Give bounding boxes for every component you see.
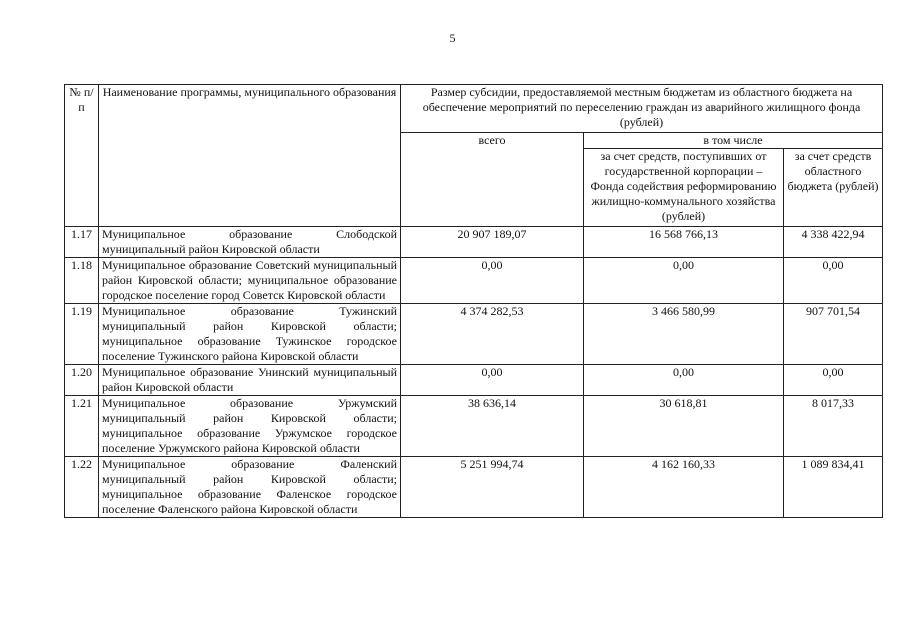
- header-fund: за счет средств, поступивших от государственной корпорации – Фонда содействия реформированию жилищно-коммунального хозяйства (рублей): [584, 149, 784, 227]
- table-row: [65, 258, 883, 304]
- row-regional: 4 338 422,94: [784, 227, 883, 258]
- row-fund: 4 162 160,33: [584, 457, 784, 518]
- row-total: 0,00: [401, 365, 584, 396]
- table-header-row: [65, 85, 883, 133]
- row-fund: 30 618,81: [584, 396, 784, 457]
- row-fund: 16 568 766,13: [584, 227, 784, 258]
- row-number: 1.17: [65, 227, 99, 258]
- header-total: всего: [401, 133, 584, 227]
- header-number: № п/п: [65, 85, 99, 227]
- subsidy-table: [64, 84, 883, 518]
- page-number: 5: [449, 31, 456, 45]
- row-regional: 0,00: [784, 365, 883, 396]
- row-fund: 3 466 580,99: [584, 304, 784, 365]
- header-regional: за счет средств областного бюджета (рублей): [784, 149, 883, 227]
- header-including: в том числе: [584, 133, 883, 149]
- row-name: Муниципальное образование Уржумский муниципальный район Кировской области; муниципальное образование Уржумское городское поселение Уржумского района Кировской области: [99, 396, 401, 457]
- header-name: Наименование программы, муниципального образования: [99, 85, 401, 227]
- row-name: Муниципальное образование Фаленский муниципальный район Кировской области; муниципальное образование Фаленское городское поселение Фаленского района Кировской области: [99, 457, 401, 518]
- row-total: 0,00: [401, 258, 584, 304]
- row-number: 1.21: [65, 396, 99, 457]
- row-total: 20 907 189,07: [401, 227, 584, 258]
- row-total: 4 374 282,53: [401, 304, 584, 365]
- row-number: 1.18: [65, 258, 99, 304]
- table-row: [65, 457, 883, 518]
- row-number: 1.19: [65, 304, 99, 365]
- row-total: 5 251 994,74: [401, 457, 584, 518]
- row-fund: 0,00: [584, 365, 784, 396]
- row-fund: 0,00: [584, 258, 784, 304]
- table-row: [65, 365, 883, 396]
- row-name: Муниципальное образование Советский муниципальный район Кировской области; муниципальное образование городское поселение город Советск Кировской области: [99, 258, 401, 304]
- row-name: Муниципальное образование Тужинский муниципальный район Кировской области; муниципальное образование Тужинское городское поселение Тужинского района Кировской области: [99, 304, 401, 365]
- row-number: 1.20: [65, 365, 99, 396]
- row-total: 38 636,14: [401, 396, 584, 457]
- header-subsidy-size: Размер субсидии, предоставляемой местным бюджетам из областного бюджета на обеспечение мероприятий по переселению граждан из аварийного жилищного фонда (рублей): [401, 85, 883, 133]
- row-regional: 1 089 834,41: [784, 457, 883, 518]
- row-regional: 8 017,33: [784, 396, 883, 457]
- table-row: [65, 304, 883, 365]
- row-regional: 0,00: [784, 258, 883, 304]
- row-name: Муниципальное образование Слободской муниципальный район Кировской области: [99, 227, 401, 258]
- table-row: [65, 227, 883, 258]
- row-number: 1.22: [65, 457, 99, 518]
- row-regional: 907 701,54: [784, 304, 883, 365]
- table-row: [65, 396, 883, 457]
- row-name: Муниципальное образование Унинский муниципальный район Кировской области: [99, 365, 401, 396]
